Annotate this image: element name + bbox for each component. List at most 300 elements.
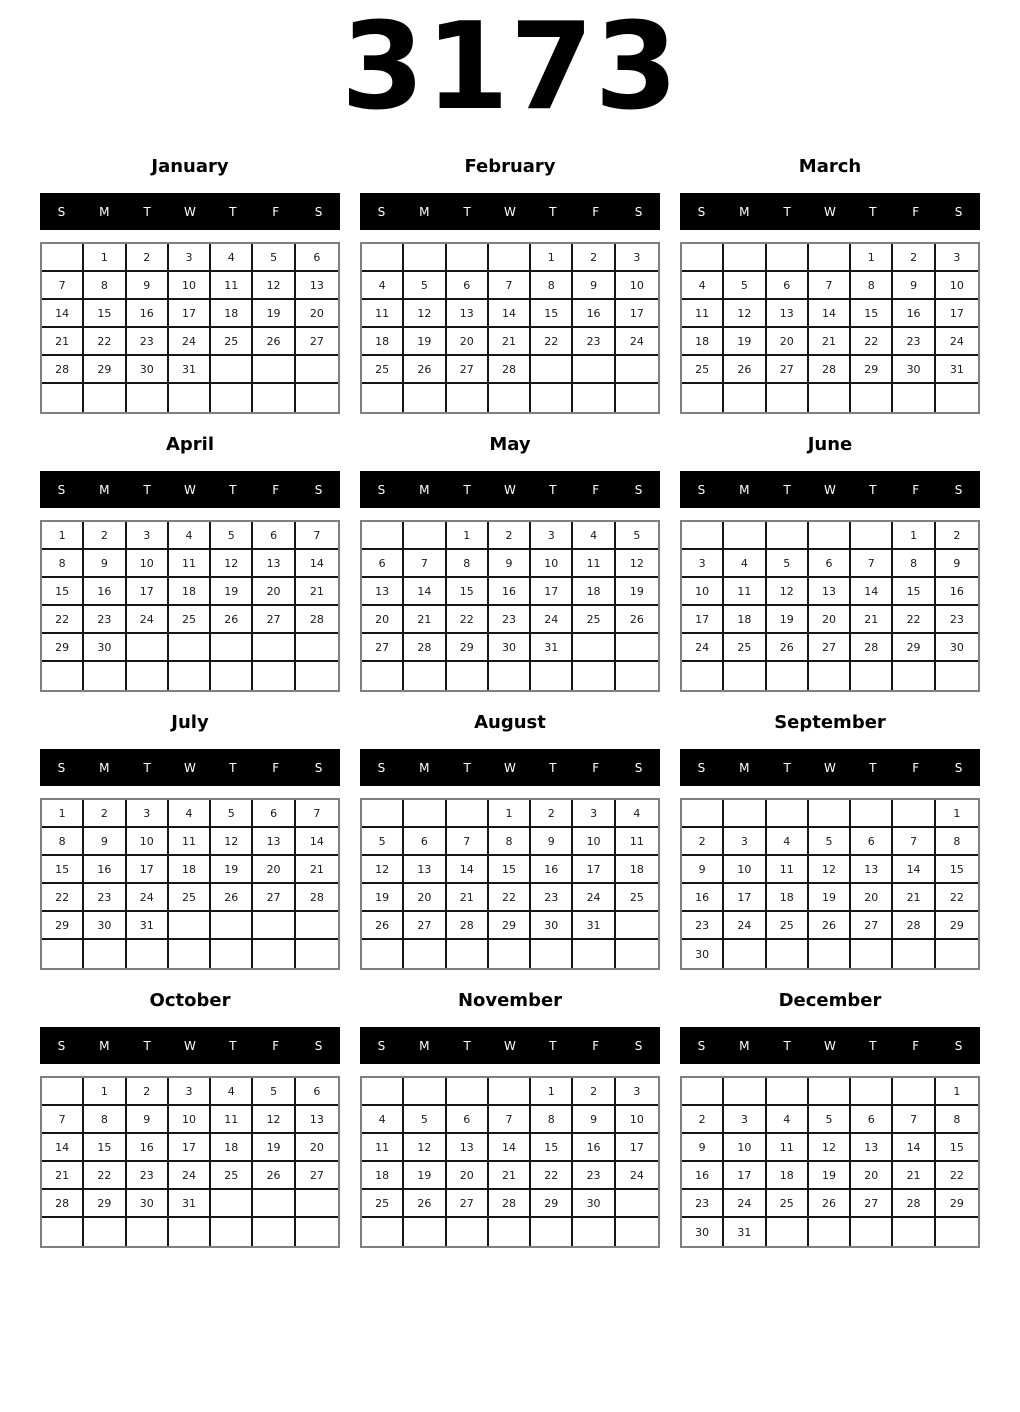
day-cell: 23 [682,1190,724,1218]
day-cell: 5 [809,1106,851,1134]
day-cell: 14 [489,1134,531,1162]
day-cell: 10 [573,828,615,856]
day-cell-empty [42,662,84,690]
day-cell-empty [573,662,615,690]
day-cell: 3 [616,1078,658,1106]
day-cell: 7 [489,1106,531,1134]
day-of-week-label: M [739,760,750,775]
day-cell-empty [724,384,766,412]
day-cell: 21 [42,328,84,356]
day-of-week-label: S [57,760,66,775]
months-grid [0,156,1020,1248]
day-cell: 7 [296,800,338,828]
day-of-week-header [40,749,340,786]
day-cell: 16 [127,1134,169,1162]
day-cell-empty [893,940,935,968]
day-cell: 10 [724,856,766,884]
day-cell: 8 [42,550,84,578]
day-cell: 8 [936,1106,978,1134]
day-cell: 8 [851,272,893,300]
day-cell: 12 [724,300,766,328]
day-cell: 17 [127,856,169,884]
day-grid [40,242,340,414]
day-cell: 24 [169,328,211,356]
day-cell: 22 [84,328,126,356]
day-cell: 21 [42,1162,84,1190]
day-of-week-label: S [697,204,706,219]
day-cell: 4 [616,800,658,828]
day-cell: 1 [936,1078,978,1106]
day-cell-empty [362,662,404,690]
day-cell: 15 [42,856,84,884]
day-of-week-header [680,1027,980,1064]
day-cell: 16 [893,300,935,328]
day-cell-empty [169,1218,211,1246]
day-cell: 3 [616,244,658,272]
day-cell-empty [573,1218,615,1246]
day-of-week-label: T [783,482,791,497]
day-cell: 13 [851,856,893,884]
day-cell-empty [169,912,211,940]
day-of-week-label: T [869,1038,877,1053]
day-cell: 24 [724,912,766,940]
day-cell: 21 [296,856,338,884]
day-cell: 5 [362,828,404,856]
day-of-week-label: M [739,204,750,219]
day-cell-empty [893,384,935,412]
day-cell-empty [211,356,253,384]
day-cell-empty [531,940,573,968]
day-cell: 27 [447,1190,489,1218]
day-of-week-label: S [634,204,643,219]
day-cell: 12 [404,1134,446,1162]
day-cell: 29 [42,634,84,662]
day-of-week-label: S [697,760,706,775]
day-cell: 30 [84,912,126,940]
day-cell: 6 [851,1106,893,1134]
day-cell: 29 [936,912,978,940]
day-cell: 7 [42,272,84,300]
day-cell: 27 [767,356,809,384]
day-of-week-label: W [824,204,836,219]
day-of-week-label: S [377,760,386,775]
day-cell: 9 [127,1106,169,1134]
day-of-week-header [680,749,980,786]
day-cell: 31 [724,1218,766,1246]
day-cell-empty [296,1190,338,1218]
day-cell-empty [84,384,126,412]
day-cell: 22 [447,606,489,634]
day-cell: 2 [682,828,724,856]
day-cell: 22 [42,884,84,912]
day-of-week-label: T [549,482,557,497]
day-cell-empty [767,662,809,690]
day-of-week-label: T [143,1038,151,1053]
day-cell: 28 [296,606,338,634]
month-may [360,434,660,692]
day-cell: 20 [767,328,809,356]
day-cell-empty [573,940,615,968]
day-cell: 2 [84,800,126,828]
day-cell-empty [616,384,658,412]
day-cell: 25 [211,1162,253,1190]
month-title: August [474,712,546,733]
day-of-week-label: M [99,760,110,775]
day-cell: 11 [767,856,809,884]
day-cell: 19 [809,884,851,912]
day-cell: 30 [936,634,978,662]
day-cell: 8 [531,1106,573,1134]
day-cell-empty [362,384,404,412]
day-of-week-label: S [57,1038,66,1053]
day-cell: 26 [211,884,253,912]
day-cell: 27 [851,1190,893,1218]
day-cell-empty [404,1078,446,1106]
day-cell-empty [362,1078,404,1106]
day-cell: 14 [447,856,489,884]
day-cell-empty [809,244,851,272]
day-cell: 23 [682,912,724,940]
day-cell-empty [169,662,211,690]
day-cell: 7 [404,550,446,578]
day-cell: 16 [84,856,126,884]
day-cell-empty [724,522,766,550]
day-cell: 2 [573,1078,615,1106]
day-cell: 18 [573,578,615,606]
day-cell: 12 [616,550,658,578]
day-cell: 11 [573,550,615,578]
day-cell-empty [682,522,724,550]
day-of-week-header [680,193,980,230]
day-cell: 8 [936,828,978,856]
day-cell-empty [767,800,809,828]
day-cell-empty [767,1078,809,1106]
day-cell-empty [682,384,724,412]
day-of-week-label: M [419,204,430,219]
day-cell: 28 [809,356,851,384]
day-cell: 9 [84,550,126,578]
day-cell: 25 [169,884,211,912]
day-cell-empty [573,384,615,412]
day-cell: 11 [211,272,253,300]
day-cell: 9 [84,828,126,856]
day-cell: 25 [169,606,211,634]
day-cell: 27 [362,634,404,662]
day-cell: 11 [616,828,658,856]
day-cell: 23 [489,606,531,634]
day-cell: 7 [893,1106,935,1134]
day-cell: 6 [404,828,446,856]
day-cell-empty [616,1190,658,1218]
day-of-week-label: S [954,204,963,219]
day-cell: 15 [84,300,126,328]
day-of-week-label: T [143,204,151,219]
day-of-week-header [360,749,660,786]
day-cell: 18 [362,1162,404,1190]
day-cell: 11 [682,300,724,328]
day-of-week-label: W [824,1038,836,1053]
day-cell: 21 [809,328,851,356]
day-cell: 22 [851,328,893,356]
day-cell: 13 [447,1134,489,1162]
day-cell-empty [724,662,766,690]
day-cell-empty [211,384,253,412]
day-of-week-label: T [143,760,151,775]
day-grid [40,798,340,970]
day-cell: 28 [447,912,489,940]
day-cell: 22 [936,1162,978,1190]
day-cell: 10 [724,1134,766,1162]
day-cell: 10 [616,272,658,300]
day-cell: 16 [531,856,573,884]
day-cell: 7 [296,522,338,550]
day-cell-empty [404,244,446,272]
day-cell: 25 [767,1190,809,1218]
day-grid [360,1076,660,1248]
day-cell-empty [893,1078,935,1106]
day-cell-empty [127,662,169,690]
day-of-week-label: M [99,482,110,497]
day-of-week-label: T [229,760,237,775]
day-cell: 14 [42,300,84,328]
day-cell: 29 [531,1190,573,1218]
day-cell: 16 [682,884,724,912]
day-cell-empty [893,800,935,828]
day-cell-empty [447,244,489,272]
day-of-week-label: T [869,760,877,775]
month-title: November [457,990,563,1011]
day-of-week-label: S [314,204,323,219]
day-cell: 21 [447,884,489,912]
day-cell: 14 [296,828,338,856]
day-cell: 17 [724,1162,766,1190]
day-cell: 12 [253,272,295,300]
day-cell: 30 [489,634,531,662]
day-cell-empty [362,244,404,272]
day-cell: 29 [84,356,126,384]
day-cell: 2 [84,522,126,550]
day-cell: 11 [169,828,211,856]
month-title: February [464,156,556,177]
day-cell-empty [489,384,531,412]
day-cell: 6 [253,800,295,828]
day-cell-empty [616,662,658,690]
day-cell-empty [362,1218,404,1246]
day-cell-empty [296,940,338,968]
day-cell: 12 [211,828,253,856]
day-cell-empty [127,634,169,662]
day-cell: 1 [893,522,935,550]
day-cell: 12 [253,1106,295,1134]
day-cell-empty [573,634,615,662]
day-of-week-label: F [592,482,600,497]
day-cell: 8 [447,550,489,578]
day-cell: 12 [809,856,851,884]
day-cell: 6 [362,550,404,578]
day-cell: 31 [169,1190,211,1218]
day-cell: 4 [767,828,809,856]
day-cell-empty [616,940,658,968]
day-of-week-label: T [463,482,471,497]
day-cell: 27 [851,912,893,940]
day-cell: 27 [253,884,295,912]
month-february [360,156,660,414]
day-of-week-label: F [912,204,920,219]
day-cell-empty [616,1218,658,1246]
day-cell-empty [362,940,404,968]
day-cell: 28 [42,356,84,384]
day-cell: 29 [936,1190,978,1218]
day-of-week-label: F [592,760,600,775]
day-of-week-label: F [592,1038,600,1053]
month-july [40,712,340,970]
month-title: April [165,434,215,455]
day-cell: 10 [936,272,978,300]
day-cell: 17 [531,578,573,606]
day-of-week-label: T [783,204,791,219]
day-cell-empty [767,384,809,412]
day-cell: 6 [296,1078,338,1106]
day-cell-empty [809,522,851,550]
day-cell-empty [851,800,893,828]
day-cell-empty [851,1218,893,1246]
day-cell: 11 [362,300,404,328]
day-cell: 8 [84,1106,126,1134]
day-cell: 26 [211,606,253,634]
day-cell: 18 [724,606,766,634]
day-cell-empty [724,244,766,272]
day-cell: 26 [404,1190,446,1218]
day-cell: 21 [404,606,446,634]
day-cell: 12 [362,856,404,884]
day-cell: 2 [893,244,935,272]
day-cell: 12 [211,550,253,578]
day-cell: 1 [851,244,893,272]
day-cell-empty [84,662,126,690]
month-title: January [151,156,229,177]
day-cell: 9 [127,272,169,300]
day-cell: 5 [616,522,658,550]
day-cell: 17 [724,884,766,912]
day-cell: 11 [211,1106,253,1134]
day-of-week-label: M [99,204,110,219]
day-of-week-label: T [229,482,237,497]
day-cell-empty [447,662,489,690]
day-cell: 15 [84,1134,126,1162]
day-of-week-label: M [739,482,750,497]
day-of-week-label: S [954,482,963,497]
day-cell-empty [809,800,851,828]
day-cell: 3 [169,1078,211,1106]
day-cell-empty [616,356,658,384]
day-of-week-header [360,1027,660,1064]
month-march [680,156,980,414]
day-cell-empty [447,384,489,412]
day-cell-empty [253,662,295,690]
day-cell-empty [127,1218,169,1246]
day-cell: 29 [489,912,531,940]
day-cell: 14 [809,300,851,328]
day-cell: 4 [767,1106,809,1134]
day-of-week-label: S [954,1038,963,1053]
day-cell: 19 [211,578,253,606]
day-cell: 11 [767,1134,809,1162]
day-cell-empty [809,940,851,968]
day-cell: 13 [809,578,851,606]
day-cell: 23 [84,884,126,912]
day-cell: 4 [724,550,766,578]
day-cell: 18 [169,578,211,606]
day-cell: 9 [893,272,935,300]
day-cell-empty [42,940,84,968]
day-cell: 24 [169,1162,211,1190]
month-december [680,990,980,1248]
day-of-week-label: W [504,204,516,219]
month-title: October [149,990,231,1011]
day-cell: 26 [253,328,295,356]
day-of-week-label: T [549,760,557,775]
day-cell: 31 [573,912,615,940]
day-cell: 25 [362,356,404,384]
day-cell: 27 [296,328,338,356]
day-cell: 30 [682,1218,724,1246]
day-cell-empty [296,384,338,412]
day-cell: 24 [616,328,658,356]
day-cell-empty [851,940,893,968]
day-cell-empty [936,1218,978,1246]
day-cell-empty [851,522,893,550]
day-cell: 4 [169,800,211,828]
day-cell: 12 [767,578,809,606]
day-cell-empty [682,800,724,828]
day-of-week-label: T [549,1038,557,1053]
day-cell: 21 [851,606,893,634]
day-cell-empty [767,1218,809,1246]
day-cell: 16 [573,300,615,328]
day-of-week-label: W [824,760,836,775]
day-cell-empty [809,662,851,690]
day-of-week-label: W [184,760,196,775]
day-cell-empty [296,356,338,384]
day-cell: 26 [616,606,658,634]
day-of-week-label: S [314,760,323,775]
day-cell: 26 [809,1190,851,1218]
day-grid [360,798,660,970]
day-of-week-label: S [57,204,66,219]
day-cell: 21 [893,1162,935,1190]
day-cell: 8 [893,550,935,578]
day-of-week-label: F [592,204,600,219]
day-cell-empty [893,1218,935,1246]
day-cell: 25 [767,912,809,940]
month-title: March [798,156,862,177]
day-cell: 13 [767,300,809,328]
day-cell: 17 [169,1134,211,1162]
day-cell: 24 [573,884,615,912]
day-cell: 31 [127,912,169,940]
day-of-week-header [40,471,340,508]
day-cell: 7 [893,828,935,856]
day-cell-empty [42,244,84,272]
day-cell-empty [531,356,573,384]
day-cell-empty [127,940,169,968]
day-cell: 16 [489,578,531,606]
day-cell: 23 [893,328,935,356]
day-cell: 19 [404,328,446,356]
day-of-week-label: M [419,482,430,497]
day-cell: 27 [447,356,489,384]
day-cell: 6 [809,550,851,578]
